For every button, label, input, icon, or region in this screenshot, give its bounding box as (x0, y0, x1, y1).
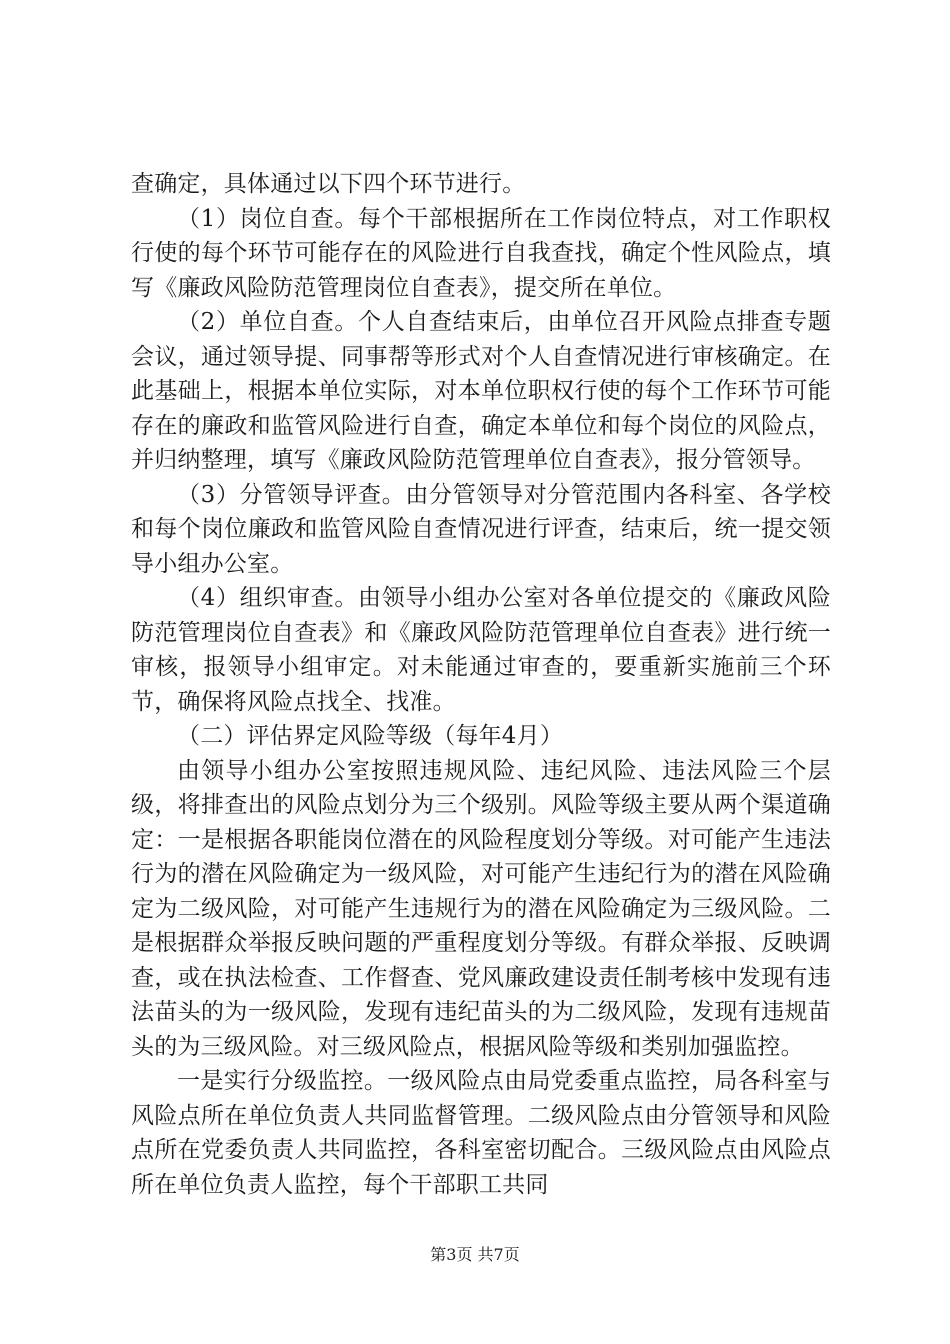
document-body (131, 167, 831, 1202)
paragraph-leader-review: （3）分管领导评查。由分管领导对分管范围内各科室、各学校和每个岗位廉政和监管风险自查情况进行评查，结束后，统一提交领导小组办公室。 (131, 481, 831, 577)
paragraph-organization-review: （4）组织审查。由领导小组办公室对各单位提交的《廉政风险防范管理岗位自查表》和《廉政风险防范管理单位自查表》进行统一审核，报领导小组审定。对未能通过审查的，要重新实施前三个环节，确保将风险点找全、找准。 (131, 585, 831, 715)
paragraph-post-self-check: （1）岗位自查。每个干部根据所在工作岗位特点，对工作职权行使的每个环节可能存在的风险进行自我查找，确定个性风险点，填写《廉政风险防范管理岗位自查表》，提交所在单位。 (131, 205, 831, 301)
paragraph-unit-self-check: （2）单位自查。个人自查结束后，由单位召开风险点排查专题会议，通过领导提、同事帮等形式对个人自查情况进行审核确定。在此基础上，根据本单位实际，对本单位职权行使的每个工作环节可能存在的廉政和监管风险进行自查，确定本单位和每个岗位的风险点，并归纳整理，填写《廉政风险防范管理单位自查表》，报分管领导。 (131, 309, 831, 473)
paragraph-graded-monitoring: 一是实行分级监控。一级风险点由局党委重点监控，局各科室与风险点所在单位负责人共同监督管理。二级风险点由分管领导和风险点所在党委负责人共同监控，各科室密切配合。三级风险点由风险点所在单位负责人监控，每个干部职工共同 (131, 1068, 831, 1198)
paragraph-risk-level: 由领导小组办公室按照违规风险、违纪风险、违法风险三个层级，将排查出的风险点划分为三个级别。风险等级主要从两个渠道确定：一是根据各职能岗位潜在的风险程度划分等级。对可能产生违法行为的潜在风险确定为一级风险，对可能产生违纪行为的潜在风险确定为二级风险，对可能产生违规行为的潜在风险确定为三级风险。二是根据群众举报反映问题的严重程度划分等级。有群众举报、反映调查，或在执法检查、工作督查、党风廉政建设责任制考核中发现有违法苗头的为一级风险，发现有违纪苗头的为二级风险，发现有违规苗头的为三级风险。对三级风险点，根据风险等级和类别加强监控。 (131, 757, 831, 1060)
paragraph-continuation: 查确定，具体通过以下四个环节进行。 (131, 171, 526, 197)
page-number: 第3页 共7页 (430, 1245, 520, 1264)
section-heading-risk-level: （二）评估界定风险等级（每年4月） (177, 723, 564, 749)
page-footer (0, 1245, 950, 1265)
